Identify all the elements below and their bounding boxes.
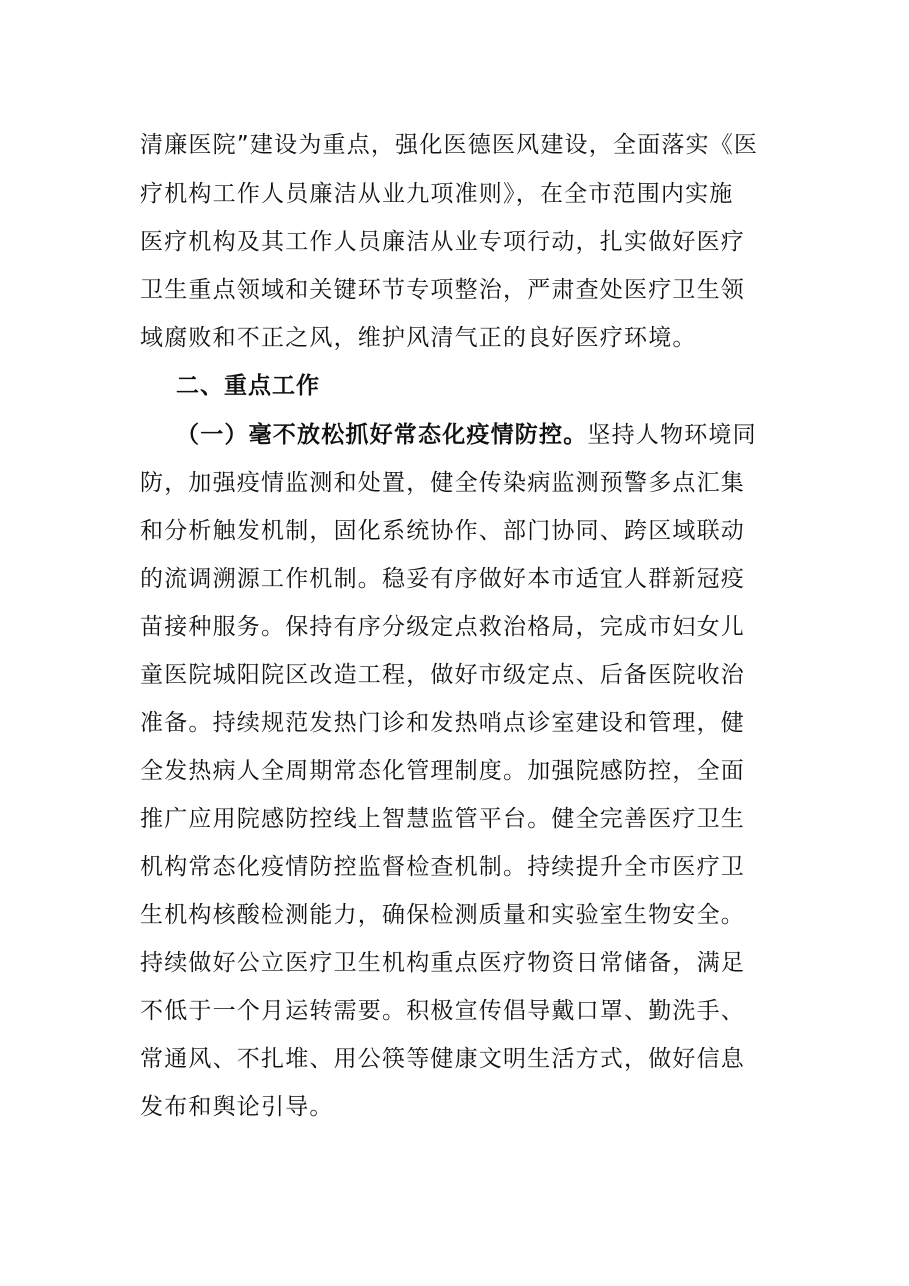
section-heading: 二、重点工作	[176, 373, 320, 399]
paragraph-line: 的流调溯源工作机制。稳妥有序做好本市适宜人群新冠疫	[140, 566, 745, 592]
paragraph-line: 苗接种服务。保持有序分级定点救治格局，完成市妇女儿	[140, 614, 745, 640]
subsection-first-line	[176, 420, 766, 450]
paragraph-line: 准备。持续规范发热门诊和发热哨点诊室建设和管理，健	[140, 710, 745, 736]
paragraph-line: 全发热病人全周期常态化管理制度。加强院感防控，全面	[140, 758, 745, 784]
paragraph-line: 卫生重点领域和关键环节专项整治，严肃查处医疗卫生领	[140, 277, 745, 303]
paragraph-line: 常通风、不扎堆、用公筷等健康文明生活方式，做好信息	[140, 1046, 745, 1072]
paragraph-line: 生机构核酸检测能力，确保检测质量和实验室生物安全。	[140, 902, 745, 928]
paragraph-line: 童医院城阳院区改造工程，做好市级定点、后备医院收治	[140, 662, 745, 688]
paragraph-line: 持续做好公立医疗卫生机构重点医疗物资日常储备，满足	[140, 950, 745, 976]
paragraph-line: 清廉医院”建设为重点，强化医德医风建设，全面落实《医	[140, 132, 759, 158]
paragraph-line: 推广应用院感防控线上智慧监管平台。健全完善医疗卫生	[140, 806, 745, 832]
subsection-title: （一）毫不放松抓好常态化疫情防控。	[176, 422, 588, 448]
paragraph-line: 不低于一个月运转需要。积极宣传倡导戴口罩、勤洗手、	[140, 998, 745, 1024]
subsection-first-line-text: 坚持人物环境同	[587, 422, 757, 448]
paragraph-line: 域腐败和不正之风，维护风清气正的良好医疗环境。	[140, 325, 697, 351]
paragraph-line: 发布和舆论引导。	[140, 1094, 334, 1120]
paragraph-line: 防，加强疫情监测和处置，健全传染病监测预警多点汇集	[140, 470, 745, 496]
paragraph-line: 医疗机构及其工作人员廉洁从业专项行动，扎实做好医疗	[140, 229, 745, 255]
paragraph-line: 和分析触发机制，固化系统协作、部门协同、跨区域联动	[140, 518, 745, 544]
paragraph-line: 机构常态化疫情防控监督检查机制。持续提升全市医疗卫	[140, 854, 745, 880]
paragraph-line: 疗机构工作人员廉洁从业九项准则》，在全市范围内实施	[140, 181, 734, 207]
